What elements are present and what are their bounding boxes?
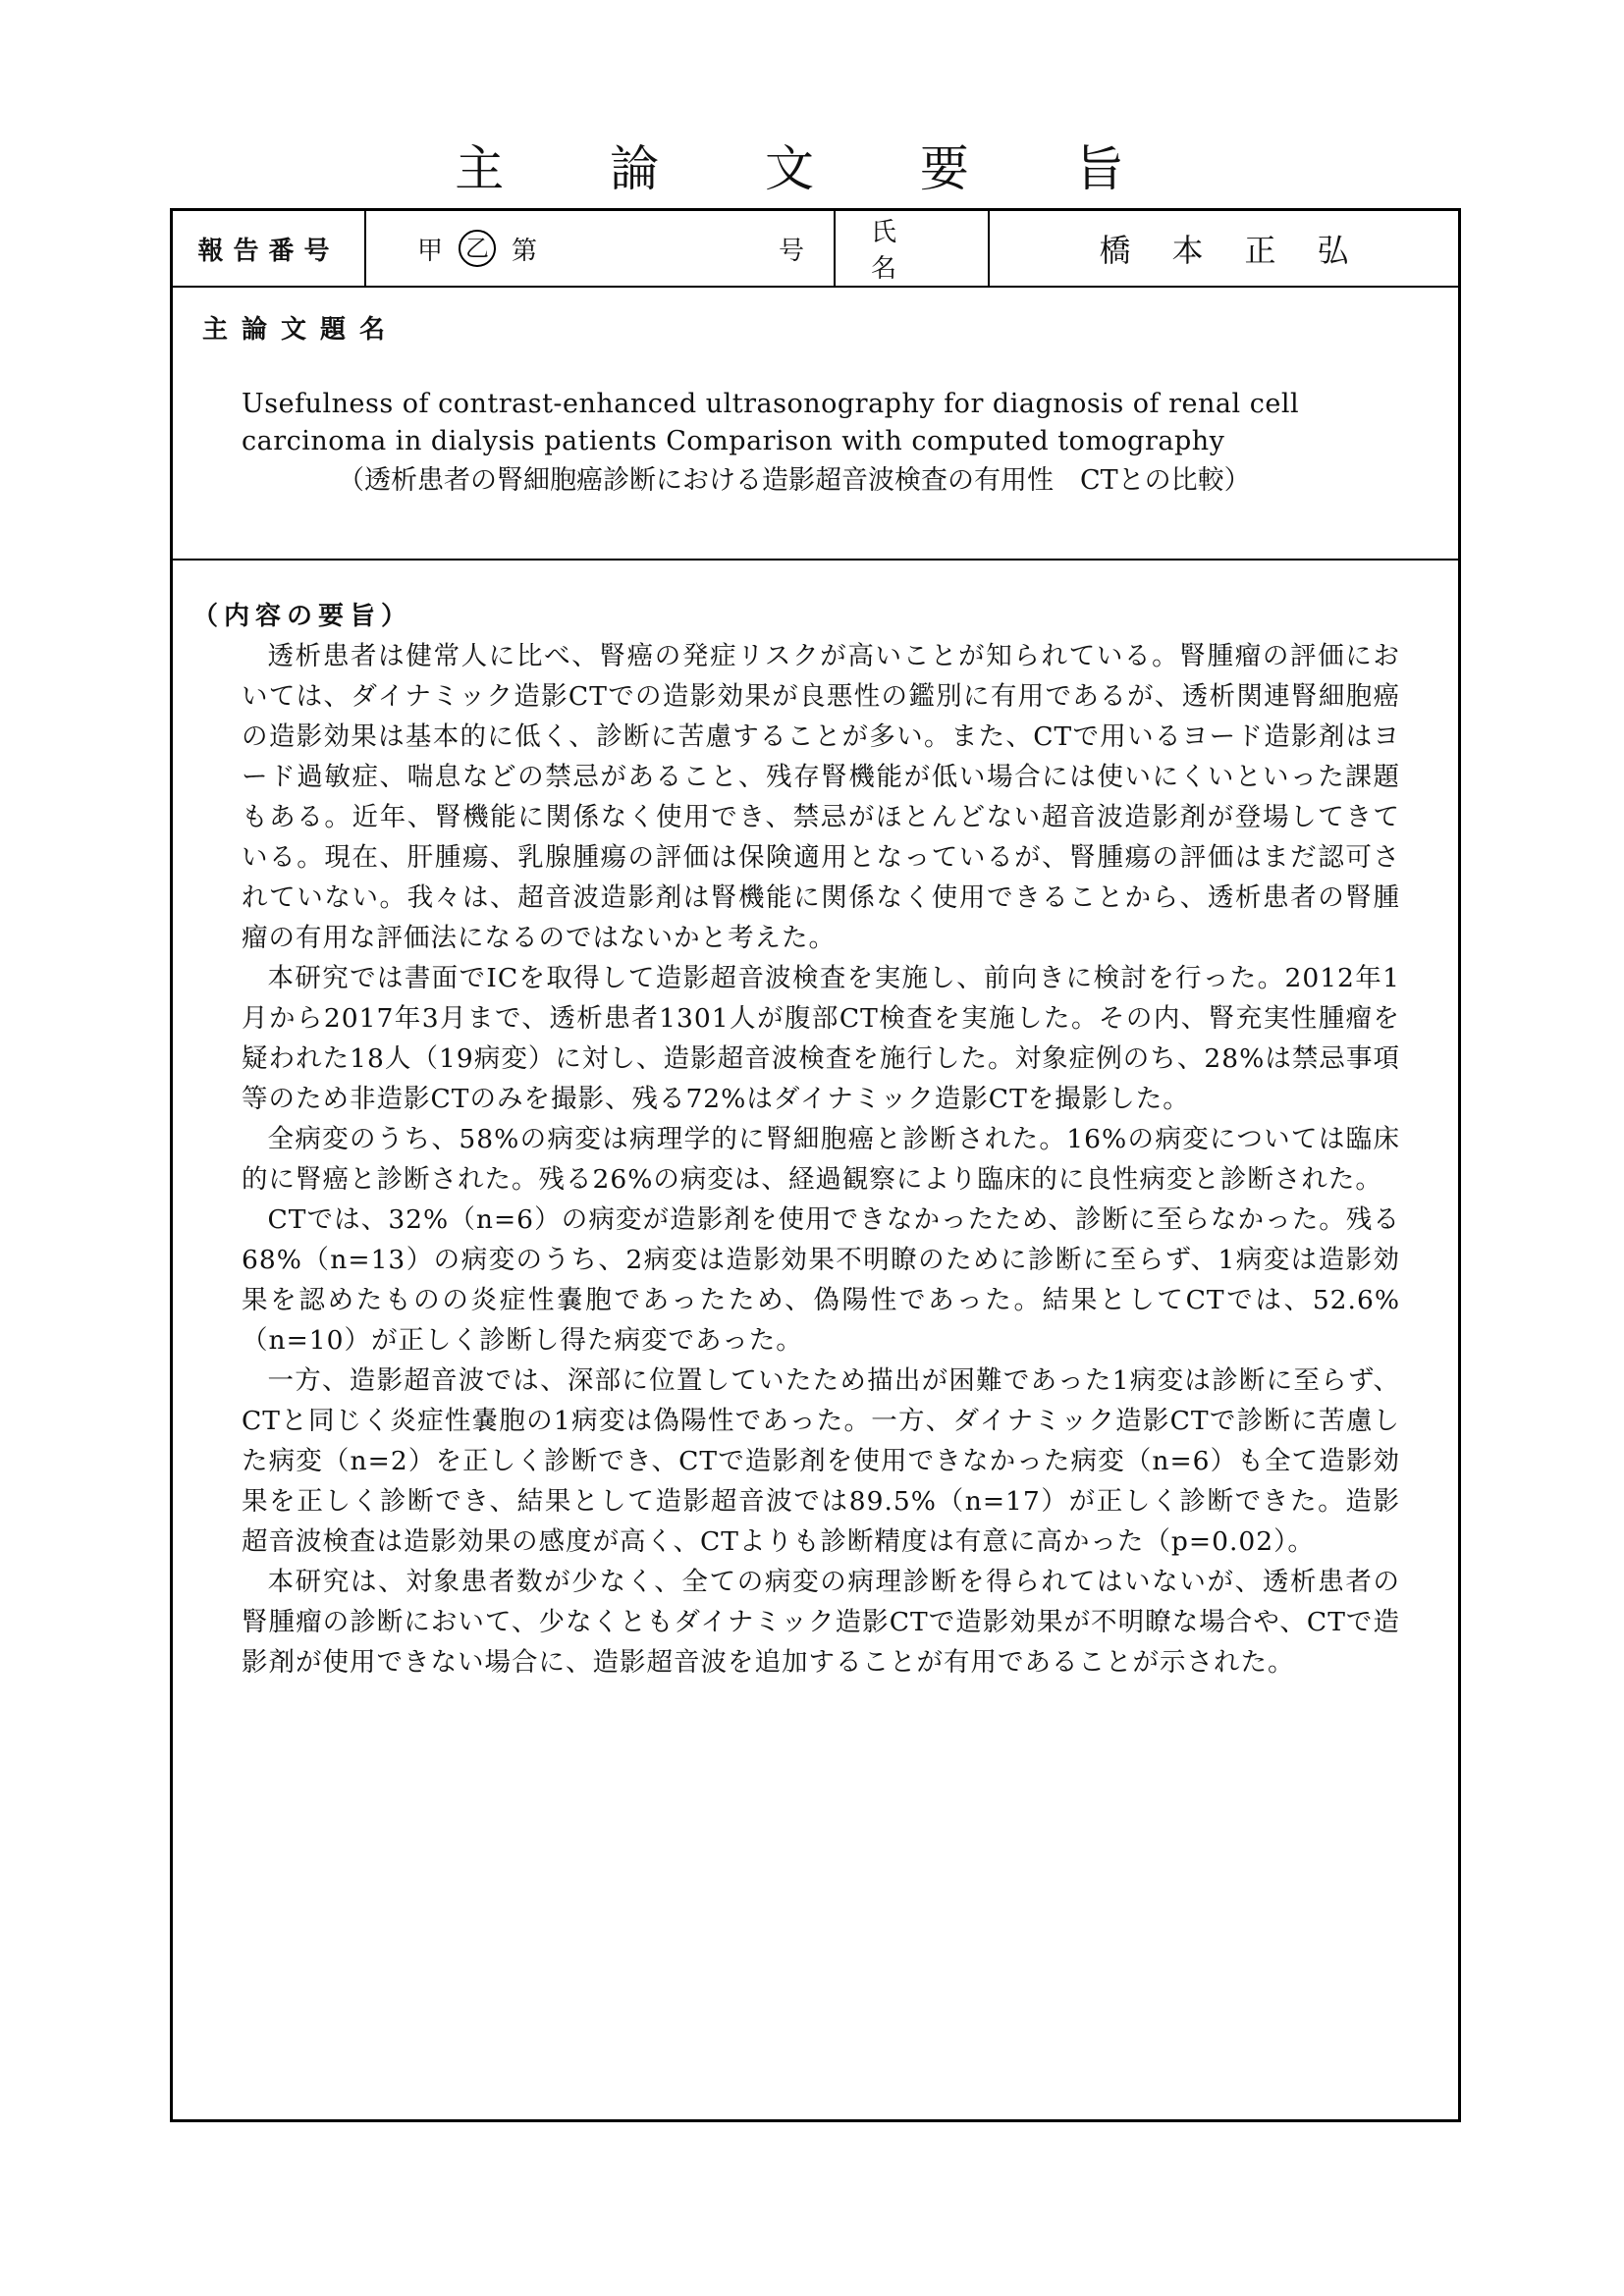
content-summary-heading: （内容の要旨） (192, 602, 413, 631)
page-title: 主 論 文 要 旨 (455, 140, 1169, 197)
abstract-form (170, 208, 1461, 2122)
author-name: 橋本正弘 (1099, 232, 1390, 269)
summary-paragraph: 全病変のうち、58%の病変は病理学的に腎細胞癌と診断された。16%の病変については臨床的に腎癌と診断された。残る26%の病変は、経過観察により臨床的に良性病変と診断された。 (242, 1124, 1400, 1195)
thesis-title-section (173, 288, 1458, 561)
name-label: 氏 名 (836, 211, 990, 286)
otsu-circled-mark: 乙 (459, 230, 496, 267)
summary-paragraph: CTでは、32%（n=6）の病変が造影剤を使用できなかったため、診断に至らなかった。残る68%（n=13）の病変のうち、2病変は造影効果不明瞭のために診断に至らず、1病変は造影効果を認めたものの炎症性嚢胞であったため、偽陽性であった。結果としてCTでは、52.6%（n=10）が正しく診断し得た病変であった。 (242, 1204, 1400, 1356)
content-summary-body (242, 636, 1400, 1682)
gou-mark: 号 (778, 236, 804, 266)
thesis-title-english: Usefulness of contrast-enhanced ultrasonography for diagnosis of renal cell carcinoma in dialysis patients Comparison with computed tomography (242, 389, 1300, 456)
thesis-title-heading: 主論文題名 (202, 315, 400, 345)
kou-mark: 甲 (417, 236, 444, 266)
summary-paragraph: 本研究では書面でICを取得して造影超音波検査を実施し、前向きに検討を行った。2012年1月から2017年3月まで、透析患者1301人が腹部CT検査を実施した。その内、腎充実性腫瘤を疑われた18人（19病変）に対し、造影超音波検査を施行した。対象症例のち、28%は禁忌事項等のため非造影CTのみを撮影、残る72%はダイナミック造影CTを撮影した。 (242, 963, 1400, 1114)
report-number-label: 報告番号 (173, 211, 366, 286)
summary-paragraph: 本研究は、対象患者数が少なく、全ての病変の病理診断を得られてはいないが、透析患者の腎腫瘤の診断において、少なくともダイナミック造影CTで造影効果が不明瞭な場合や、CTで造影剤が使用できない場合に、造影超音波を追加することが有用であることが示された。 (242, 1567, 1400, 1678)
report-number-field (366, 211, 836, 286)
thesis-title-japanese: （透析患者の腎細胞癌診断における造影超音波検査の有用性 CTとの比較） (338, 465, 1251, 496)
dai-mark: 第 (512, 236, 538, 266)
summary-paragraph: 一方、造影超音波では、深部に位置していたため描出が困難であった1病変は診断に至らず、CTと同じく炎症性嚢胞の1病変は偽陽性であった。一方、ダイナミック造影CTで診断に苦慮した病変（n=2）を正しく診断でき、CTで造影剤を使用できなかった病変（n=6）も全て造影効果を正しく診断でき、結果として造影超音波では89.5%（n=17）が正しく診断できた。造影超音波検査は造影効果の感度が高く、CTよりも診断精度は有意に高かった（p=0.02）。 (242, 1365, 1400, 1557)
summary-paragraph: 透析患者は健常人に比べ、腎癌の発症リスクが高いことが知られている。腎腫瘤の評価においては、ダイナミック造影CTでの造影効果が良悪性の鑑別に有用であるが、透析関連腎細胞癌の造影効果は基本的に低く、診断に苦慮することが多い。また、CTで用いるヨード造影剤はヨード過敏症、喘息などの禁忌があること、残存腎機能が低い場合には使いにくいといった課題もある。近年、腎機能に関係なく使用でき、禁忌がほとんどない超音波造影剤が登場してきている。現在、肝腫瘍、乳腺腫瘍の評価は保険適用となっているが、腎腫瘍の評価はまだ認可されていない。我々は、超音波造影剤は腎機能に関係なく使用できることから、透析患者の腎腫瘤の有用な評価法になるのではないかと考えた。 (242, 641, 1400, 953)
header-row (173, 211, 1458, 288)
